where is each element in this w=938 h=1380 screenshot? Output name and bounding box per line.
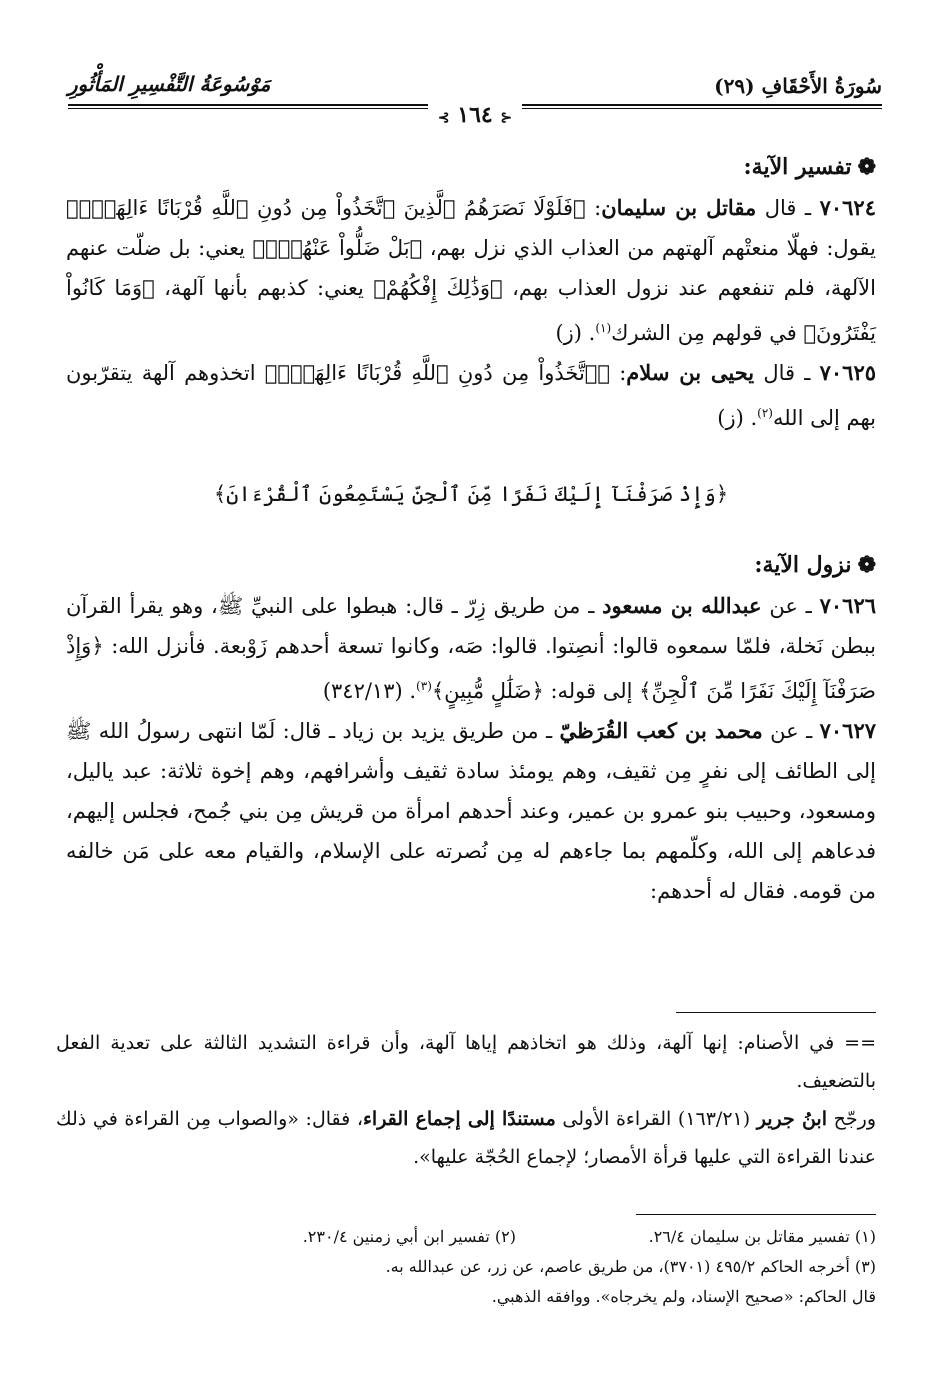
footnote-2: (٢) تفسير ابن أبي زمنين ٢٣٠/٤. [302,1227,516,1246]
notes-separator [676,1012,876,1013]
surah-title: سُورَةُ الأَحْقَافِ (٢٩) [714,74,882,98]
flower-ornament-icon: ❁ [857,552,876,578]
flower-ornament-icon: ❁ [857,154,876,180]
page-number: ١٦٤ [457,102,493,128]
running-header [68,62,882,128]
footnotes-separator [636,1214,876,1215]
ornament-icon: ⊱ [437,110,450,126]
note-continuation: == في الأصنام: إنها آلهة، وذلك هو اتخاذهم إياها آلهة، وأن قراءة التشديد الثالثة على تعدية الفعل بالتضعيف. [56,1032,876,1092]
note-ibn-jarir: ورجّح ابنُ جرير (١٦٣/٢١) القراءة الأولى مستندًا إلى إجماع القراء، فقال: «والصواب مِن القراءة في ذلك عندنا القراءة التي عليها قرأة الأمصار؛ لإجماع الحُجّة عليها». [56,1108,876,1168]
verse-heading: ﴿وَإِذْ صَرَفْنَآ إِلَيْكَ نَفَرًا مِّنَ ٱلْجِنِّ يَسْتَمِعُونَ ٱلْقُرْءَانَ﴾ [213,482,729,506]
footnote-ref-1[interactable]: (١) [595,321,612,335]
narration-70625: ٧٠٦٢٥ ـ قال يحيى بن سلام: ﴿ٱتَّخَذُواْ مِن دُونِ ٱللَّهِ قُرْبَانًا ءَالِهَةَۢ﴾ اتخذوهم آلهة يتقرّبون بهم إلى الله$^{(٢)}$. (ز) [66,360,877,430]
ornament-icon: ⊰ [500,110,513,126]
narration-70624: ٧٠٦٢٤ ـ قال مقاتل بن سليمان: ﴿فَلَوْلَا نَصَرَهُمُ ٱلَّذِينَ ٱتَّخَذُواْ مِن دُونِ ٱللَّهِ قُرْبَانًا ءَالِهَةَۢ﴾ يقول: فهلّا منعتْهم آلهتهم من العذاب الذي نزل بهم، ﴿بَلْ ضَلُّواْ عَنْهُمْۚ﴾ يعني: بل ضلّت عنهم الآلهة، فلم تنفعهم عند نزول العذاب بهم، ﴿وَذَٰلِكَ إِفْكُهُمْ﴾ يعني: كذبهم بأنها آلهة، ﴿وَمَا كَانُواْ يَفْتَرُونَ﴾ في قولهم مِن الشرك$^{(١)}$. (ز) [66,195,876,345]
narration-70626: ٧٠٦٢٦ ـ عن عبدالله بن مسعود ـ من طريق زِرّ ـ قال: هبطوا على النبيِّ ﷺ، وهو يقرأ القرآن ببطن نَخلة، فلمّا سمعوه قالوا: أنصِتوا. قالوا: صَه، وكانوا تسعة أحدهم زَوْبعة. فأنزل الله: ﴿وَإِذْ صَرَفْنَآ إِلَيْكَ نَفَرًا مِّنَ ٱلْجِنِّ﴾ إلى قوله: ﴿ضَلَٰلٍ مُّبِينٍ﴾$^{(٣)}$. (٣٤٢/١٣) [66,593,877,703]
footnote-ref-2[interactable]: (٢) [757,406,773,420]
section-heading-nuzul: ❁نزول الآية: [754,552,876,578]
page-number-wrap [68,102,882,128]
footnotes [56,1222,876,1312]
footnote-ref-3[interactable]: (٣) [416,679,432,693]
main-text [66,150,876,911]
commentary-notes [56,1024,876,1176]
footnote-3: (٣) أخرجه الحاكم ٤٩٥/٢ (٣٧٠١)، من طريق عاصم، عن زر، عن عبدالله به. [385,1257,876,1276]
book-title: مَوْسُوعَةُ التَّفْسِيرِ المَأْثُورِ [68,72,271,96]
footnote-1: (١) تفسير مقاتل بن سليمان ٢٦/٤. [648,1227,876,1246]
section-heading-tafsir: ❁تفسير الآية: [743,154,876,180]
narration-70627: ٧٠٦٢٧ ـ عن محمد بن كعب القُرَظيّ ـ من طريق يزيد بن زياد ـ قال: لَمّا انتهى رسولُ الله ﷺ إلى الطائف إلى نفرٍ مِن ثقيف، وهم يومئذ سادة ثقيف وأشرافهم، وهم إخوة ثلاثة: عبد ياليل، ومسعود، وحبيب بنو عمرو بن عمير، وعند أحدهم امرأة من قريش مِن بني جُمح، فجلس إليهم، فدعاهم إلى الله، وكلّمهم بما جاءهم له مِن نُصرته على الإسلام، والقيام معه على مَن خالفه من قومه. فقال له أحدهم: [66,718,877,903]
footnote-row [56,1222,876,1252]
footnote-3-cont: قال الحاكم: «صحيح الإسناد، ولم يخرجاه». ووافقه الذهبي. [491,1287,876,1306]
